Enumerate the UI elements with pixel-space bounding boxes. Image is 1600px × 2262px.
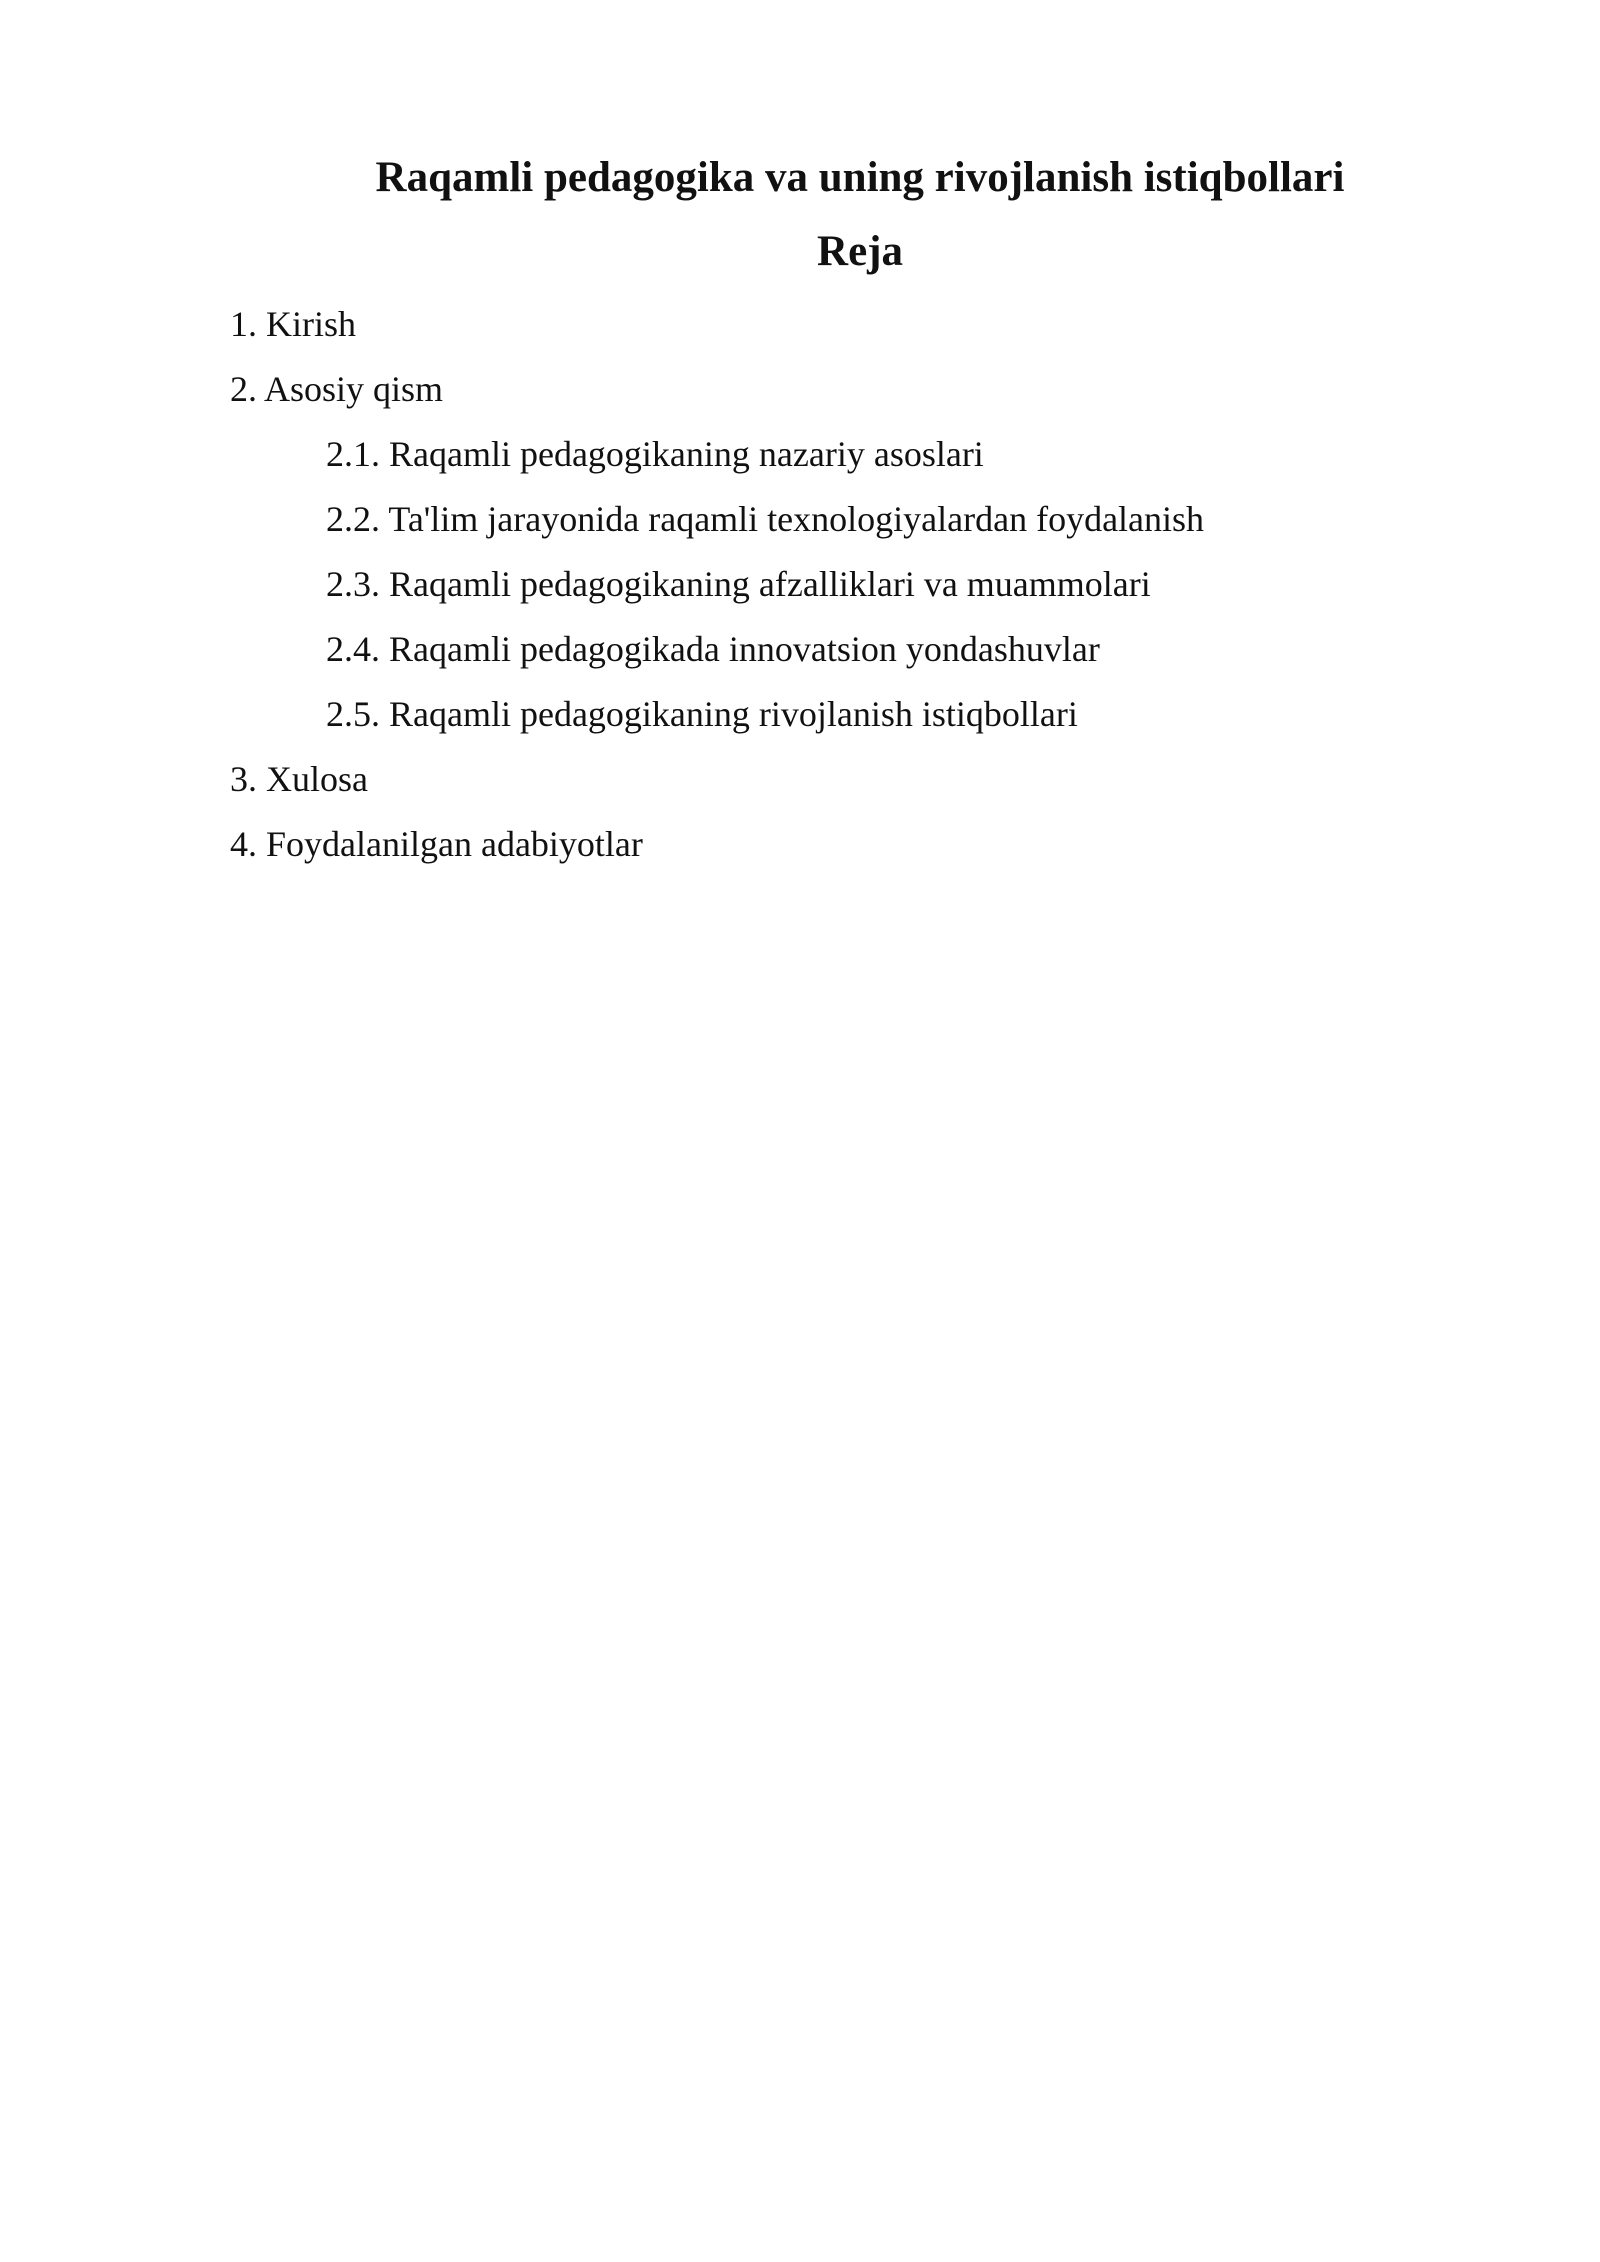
outline-item-conclusion: 3. Xulosa xyxy=(230,759,368,799)
outline-subitem-2-3: 2.3. Raqamli pedagogikaning afzalliklari va muammolari xyxy=(326,564,1151,604)
outline-item-references: 4. Foydalanilgan adabiyotlar xyxy=(230,824,643,864)
outline-subitem-2-4: 2.4. Raqamli pedagogikada innovatsion yondashuvlar xyxy=(326,629,1100,669)
outline-subitem-2-1: 2.1. Raqamli pedagogikaning nazariy asoslari xyxy=(326,434,984,474)
outline-subitem-2-5: 2.5. Raqamli pedagogikaning rivojlanish istiqbollari xyxy=(326,694,1078,734)
outline-item-introduction: 1. Kirish xyxy=(230,304,356,344)
outline-item-main-part: 2. Asosiy qism xyxy=(230,369,444,409)
document-title: Raqamli pedagogika va uning rivojlanish istiqbollari xyxy=(375,154,1345,201)
outline-subitem-2-2: 2.2. Ta'lim jarayonida raqamli texnologiyalardan foydalanish xyxy=(326,499,1205,539)
document-subtitle: Reja xyxy=(817,228,903,275)
